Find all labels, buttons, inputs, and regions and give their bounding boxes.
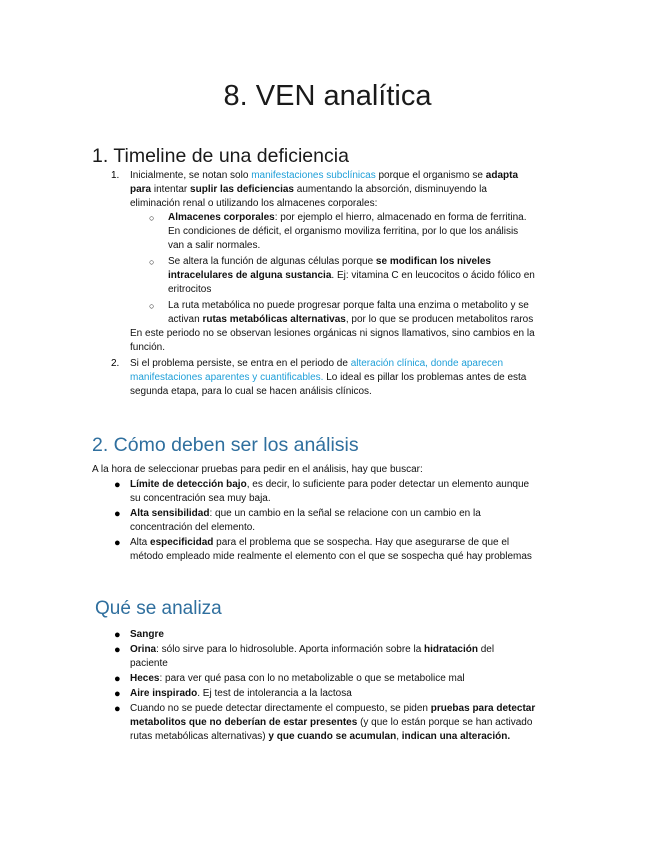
text-run: La ruta metabólica no puede progresar porque falta una enzima o metabolito y se bbox=[168, 300, 529, 311]
text-run: Cuando no se puede detectar directamente el compuesto, se piden bbox=[130, 703, 431, 714]
text-run: suplir las deficiencias bbox=[190, 184, 294, 195]
sub-list-item-line bbox=[168, 283, 211, 297]
list-marker: 2. bbox=[111, 358, 120, 369]
sub-list-item-line bbox=[168, 211, 527, 225]
bullet-item-line bbox=[130, 521, 255, 535]
paragraph-line bbox=[130, 341, 165, 355]
bullet-marker: ● bbox=[114, 537, 121, 549]
text-run: su concentración sea muy baja. bbox=[130, 493, 271, 504]
bullet-item-line bbox=[130, 628, 164, 642]
list-marker: 1. bbox=[111, 170, 120, 181]
text-run: indican una alteración. bbox=[401, 731, 511, 742]
text-run: , por lo que se producen metabolitos raros bbox=[345, 314, 534, 325]
text-run: función. bbox=[130, 342, 166, 353]
text-run: para bbox=[130, 184, 152, 195]
sub-list-item-line bbox=[168, 225, 518, 239]
section-2-heading: 2. Cómo deben ser los análisis bbox=[92, 434, 359, 456]
list-item-line bbox=[130, 385, 372, 399]
text-run: En condiciones de déficit, el organismo moviliza ferritina, por lo que los análisis bbox=[168, 226, 519, 237]
sub-list-item-line bbox=[168, 239, 260, 253]
text-run: : que un cambio en la señal se relacione con un cambio en la bbox=[209, 508, 481, 519]
sub-list-item-line bbox=[168, 313, 533, 327]
section-1-heading: 1. Timeline de una deficiencia bbox=[92, 145, 349, 167]
text-run: . Ej: vitamina C en leucocitos o ácido fólico en bbox=[331, 270, 535, 281]
text-run: especificidad bbox=[150, 537, 214, 548]
text-run: , es decir, lo suficiente para poder detectar un elemento aunque bbox=[246, 479, 530, 490]
text-run: metabolitos que no deberían de estar presentes bbox=[130, 717, 358, 728]
bullet-item-line bbox=[130, 507, 481, 521]
bullet-item-line bbox=[130, 478, 529, 492]
list-item-line bbox=[130, 197, 377, 211]
sub-list-marker: ○ bbox=[149, 257, 155, 267]
bullet-marker: ● bbox=[114, 688, 121, 700]
bullet-marker: ● bbox=[114, 479, 121, 491]
text-run: A la hora de seleccionar pruebas para pedir en el análisis, hay que buscar: bbox=[92, 464, 423, 475]
bullet-item-line bbox=[130, 643, 494, 657]
text-run: , bbox=[396, 731, 402, 742]
sub-list-marker: ○ bbox=[149, 213, 155, 223]
text-run: Sangre bbox=[130, 629, 164, 640]
bullet-item-line bbox=[130, 657, 168, 671]
bullet-item-line bbox=[130, 536, 509, 550]
text-run: porque el organismo se bbox=[375, 170, 486, 181]
text-run: En este periodo no se observan lesiones orgánicas ni signos llamativos, sino cambios en la bbox=[130, 328, 535, 339]
bullet-item-line bbox=[130, 702, 535, 716]
text-run: concentración del elemento. bbox=[130, 522, 256, 533]
bullet-marker: ● bbox=[114, 644, 121, 656]
bullet-item-line bbox=[130, 672, 465, 686]
text-run: hidratación bbox=[424, 644, 478, 655]
text-run: pruebas para detectar bbox=[430, 703, 536, 714]
text-run: se modifican los niveles bbox=[375, 256, 491, 267]
bullet-marker: ● bbox=[114, 629, 121, 641]
text-run: Límite de detección bajo bbox=[130, 479, 247, 490]
text-run: Alta sensibilidad bbox=[130, 508, 210, 519]
text-run: del bbox=[477, 644, 495, 655]
list-item-line bbox=[130, 371, 526, 385]
text-run: adapta bbox=[485, 170, 519, 181]
bullet-marker: ● bbox=[114, 703, 121, 715]
sub-list-item-line bbox=[168, 299, 529, 313]
text-run: rutas metabólicas alternativas bbox=[202, 314, 346, 325]
text-run: Si el problema persiste, se entra en el periodo de bbox=[130, 358, 351, 369]
text-run: intracelulares de alguna sustancia bbox=[168, 270, 332, 281]
text-run: para el problema que se sospecha. Hay que asegurarse de que el bbox=[213, 537, 510, 548]
text-run: Aire inspirado bbox=[130, 688, 198, 699]
text-run: : sólo sirve para lo hidrosoluble. Aporta información sobre la bbox=[156, 644, 425, 655]
section-2-intro bbox=[92, 463, 423, 477]
document-title: 8. VEN analítica bbox=[223, 80, 432, 112]
bullet-item-line bbox=[130, 730, 510, 744]
text-run: segunda etapa, para lo cual se hacen análisis clínicos. bbox=[130, 386, 372, 397]
text-run: rutas metabólicas alternativas) bbox=[130, 731, 269, 742]
text-run: manifestaciones aparentes y cuantificables. bbox=[130, 372, 324, 383]
list-item-line bbox=[130, 169, 518, 183]
text-run: Almacenes corporales bbox=[168, 212, 275, 223]
sub-list-item-line bbox=[168, 255, 491, 269]
text-run: Orina bbox=[130, 644, 157, 655]
text-run: Heces bbox=[130, 673, 160, 684]
bullet-item-line bbox=[130, 550, 532, 564]
bullet-marker: ● bbox=[114, 508, 121, 520]
text-run: paciente bbox=[130, 658, 168, 669]
bullet-item-line bbox=[130, 687, 352, 701]
text-run: método empleado mide realmente el elemento con el que se sospecha qué hay problemas bbox=[130, 551, 532, 562]
text-run: manifestaciones subclínicas bbox=[251, 170, 376, 181]
text-run: aumentando la absorción, disminuyendo la bbox=[293, 184, 487, 195]
sub-list-item-line bbox=[168, 269, 535, 283]
text-run: : por ejemplo el hierro, almacenado en forma de ferritina. bbox=[274, 212, 527, 223]
text-run: van a salir normales. bbox=[168, 240, 261, 251]
section-3-heading: Qué se analiza bbox=[95, 598, 222, 619]
text-run: : para ver qué pasa con lo no metabolizable o que se metabolice mal bbox=[159, 673, 465, 684]
text-run: alteración clínica, donde aparecen bbox=[350, 358, 504, 369]
text-run: . Ej test de intolerancia a la lactosa bbox=[197, 688, 352, 699]
text-run: Alta bbox=[130, 537, 151, 548]
text-run: intentar bbox=[151, 184, 191, 195]
list-item-line bbox=[130, 183, 487, 197]
bullet-marker: ● bbox=[114, 673, 121, 685]
bullet-item-line bbox=[130, 716, 532, 730]
list-item-line bbox=[130, 357, 503, 371]
text-run: y que cuando se acumulan bbox=[268, 731, 397, 742]
text-run: eritrocitos bbox=[168, 284, 212, 295]
text-run: Lo ideal es pillar los problemas antes de esta bbox=[323, 372, 527, 383]
bullet-item-line bbox=[130, 492, 271, 506]
text-run: Inicialmente, se notan solo bbox=[130, 170, 252, 181]
sub-list-marker: ○ bbox=[149, 301, 155, 311]
text-run: Se altera la función de algunas células porque bbox=[168, 256, 376, 267]
text-run: eliminación renal o utilizando los almacenes corporales: bbox=[130, 198, 378, 209]
text-run: activan bbox=[168, 314, 203, 325]
text-run: (y que lo están porque se han activado bbox=[357, 717, 533, 728]
paragraph-line bbox=[130, 327, 535, 341]
